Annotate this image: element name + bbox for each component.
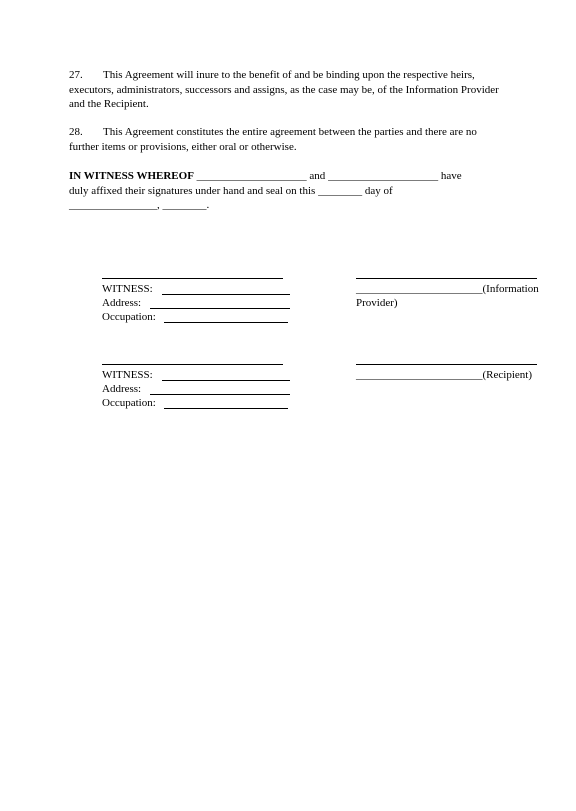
clause-28 bbox=[69, 125, 509, 154]
recipient-signature-line[interactable] bbox=[356, 364, 537, 365]
witness-have: have bbox=[440, 170, 462, 182]
recipient-name-blank[interactable]: _______________________ bbox=[356, 369, 483, 381]
witness-clause-line-2: duly affixed their signatures under hand and seal on this ________ day of bbox=[69, 184, 393, 197]
clause-28-number: 28. bbox=[69, 126, 83, 138]
clause-27-number: 27. bbox=[69, 69, 83, 81]
witness-clause bbox=[69, 169, 509, 213]
witness-2-occupation-field[interactable] bbox=[164, 408, 288, 409]
recipient-label: (Recipient) bbox=[482, 369, 532, 381]
witness-1-address-label: Address: bbox=[102, 297, 142, 309]
clause-28-text: This Agreement constitutes the entire agreement between the parties and there are no further items or provisions, either oral or otherwise. bbox=[69, 126, 477, 153]
witness-1-occupation-field[interactable] bbox=[164, 322, 288, 323]
witness-2-address-field[interactable] bbox=[150, 394, 290, 395]
witness-and: and bbox=[309, 170, 326, 182]
witness-2-occupation-label: Occupation: bbox=[102, 397, 156, 409]
witness-1-address-field[interactable] bbox=[150, 308, 290, 309]
information-provider-label-a: (Information bbox=[482, 283, 539, 295]
information-provider-name-row bbox=[356, 282, 539, 297]
clause-27 bbox=[69, 68, 509, 112]
information-provider-signature-line[interactable] bbox=[356, 278, 537, 279]
clause-27-text: This Agreement will inure to the benefit of and be binding upon the respective heirs, executors, administrators, successors and assigns, as the case may be, of the Information Provider and the Recipient. bbox=[69, 69, 499, 110]
witness-1-signature-line[interactable] bbox=[102, 278, 283, 279]
party-1-name-blank[interactable]: ____________________ bbox=[196, 170, 307, 182]
witness-1-occupation-label: Occupation: bbox=[102, 311, 156, 323]
witness-clause-line-1 bbox=[69, 169, 509, 184]
recipient-name-row bbox=[356, 368, 532, 383]
witness-clause-line-3: ________________, ________. bbox=[69, 199, 210, 211]
witness-2-signature-line[interactable] bbox=[102, 364, 283, 365]
information-provider-name-blank[interactable]: _______________________ bbox=[356, 283, 483, 295]
witness-1-label: WITNESS: bbox=[102, 283, 153, 295]
witness-2-address-label: Address: bbox=[102, 383, 142, 395]
information-provider-label-b: Provider) bbox=[356, 297, 398, 309]
witness-2-name-field[interactable] bbox=[162, 380, 290, 381]
witness-2-label: WITNESS: bbox=[102, 369, 153, 381]
witness-heading: IN WITNESS WHEREOF bbox=[69, 170, 194, 182]
witness-1-name-field[interactable] bbox=[162, 294, 290, 295]
party-2-name-blank[interactable]: ____________________ bbox=[328, 170, 439, 182]
